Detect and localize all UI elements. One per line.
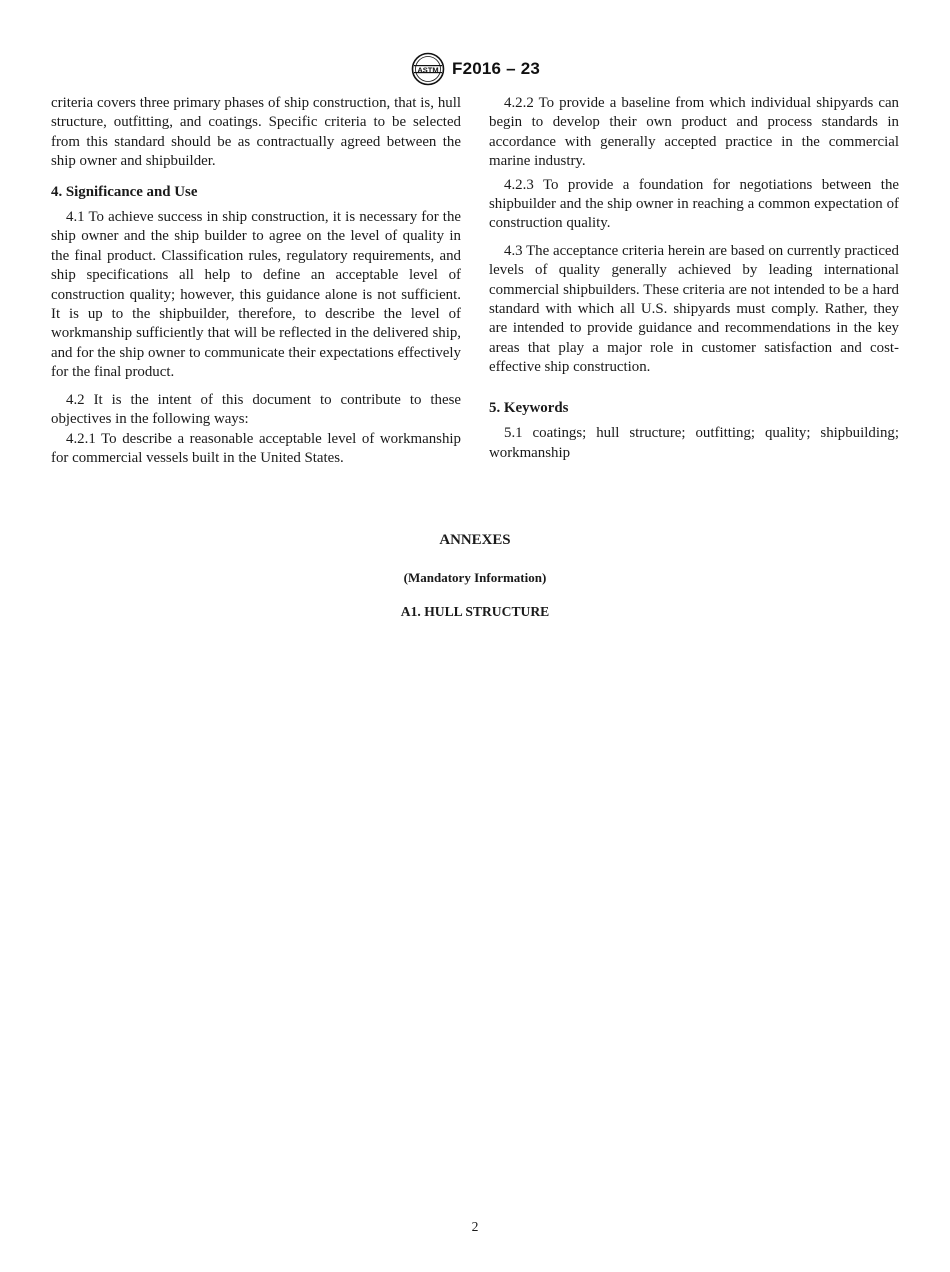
annexes-subtitle: (Mandatory Information) <box>403 570 547 585</box>
astm-logo-icon <box>410 52 446 86</box>
paragraph-4-2-1: 4.2.1 To describe a reasonable acceptable level of workmanship for commercial vessels built in the United States. <box>51 430 461 466</box>
paragraph-4-2: 4.2 It is the intent of this document to contribute to these objectives in the following ways: <box>51 391 461 428</box>
paragraph-4-2-3: 4.2.3 To provide a foundation for negotiations between the shipbuilder and the ship owner in reaching a common expectation of construction quality. <box>489 176 899 232</box>
paragraph-4-3: 4.3 The acceptance criteria herein are based on currently practiced levels of quality generally achieved by leading international commercial shipbuilders. These criteria are not intended to be a hard standard with which all U.S. shipyards must comply. Rather, they are intended to provide guidance and recommendations in the key areas that play a major role in customer satisfaction and cost-effective ship construction. <box>489 242 899 376</box>
standard-designation: F2016 – 23 <box>451 59 540 78</box>
paragraph-4-1: 4.1 To achieve success in ship construction, it is necessary for the ship owner and the ship builder to agree on the level of quality in the final product. Classification rules, regulatory requirements, and ship specifications all help to define an acceptable level of construction quality; however, this guidance alone is not sufficient. It is up to the shipbuilder, therefore, to describe the level of workmanship sufficiently that will be reflected in the delivered ship, and for the ship owner to communicate their expectations effectively for the final product. <box>51 209 461 381</box>
intro-paragraph: criteria covers three primary phases of ship construction, that is, hull structure, outfitting, and coatings. Specific criteria to be selected from this standard should be as contractually agreed between the ship owner and shipbuilder. <box>51 95 461 170</box>
page-number: 2 <box>471 1219 479 1234</box>
logo-text: ASTM <box>417 65 439 75</box>
annexes-title: ANNEXES <box>439 532 511 548</box>
annex-a1-heading: A1. HULL STRUCTURE <box>400 604 550 619</box>
section-4-heading: 4. Significance and Use <box>51 183 198 200</box>
section-5-heading: 5. Keywords <box>489 399 569 416</box>
right-column <box>489 94 899 463</box>
paragraph-5-1: 5.1 coatings; hull structure; outfitting; quality; shipbuilding; workmanship <box>489 425 899 461</box>
page-header <box>0 52 950 86</box>
paragraph-4-2-2: 4.2.2 To provide a baseline from which individual shipyards can begin to develop their own product and process standards in accordance with generally accepted practice in the commercial marine industry. <box>489 95 899 170</box>
left-column <box>51 94 461 468</box>
